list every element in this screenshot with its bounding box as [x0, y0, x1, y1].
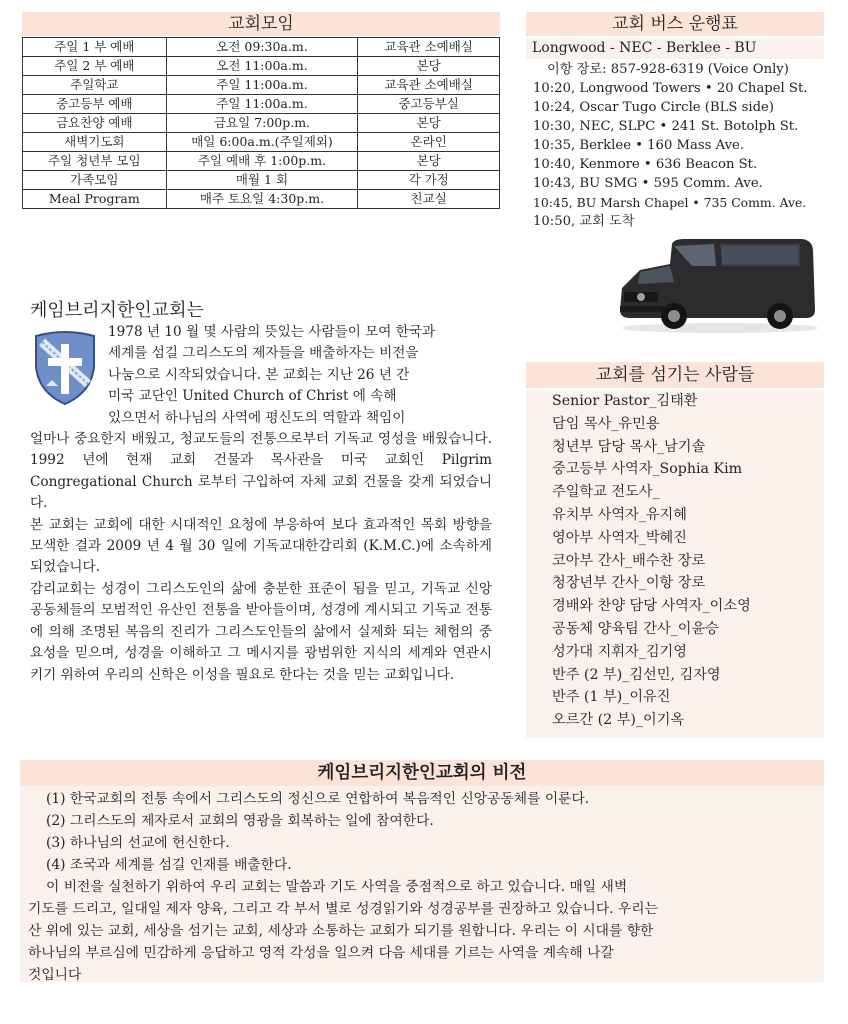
table-row — [23, 38, 500, 57]
intro-line: 나눔으로 시작되었습니다. 본 교회는 지난 26 년 간 — [108, 366, 410, 383]
meeting-name: 주일학교 — [23, 76, 167, 95]
list-item: Senior Pastor_김태환 — [552, 393, 698, 409]
intro-heading: 케임브리지한인교회는 — [30, 300, 204, 321]
intro-paragraph: 얼마나 중요한지 배웠고, 청교도들의 전통으로부터 기독교 영성을 배웠습니다. 1992 년에 현재 교회 건물과 목사관을 미국 교회인 Pilgrim Congregational Church 로부터 구입하여 자체 교회 건물을 갖게 되었습니다. — [30, 431, 492, 512]
list-item: 반주 (2 부)_김선민, 김자영 — [552, 666, 721, 683]
meeting-name: 금요찬양 예배 — [23, 114, 167, 133]
intro-line: 미국 교단인 United Church of Christ 에 속해 — [108, 388, 397, 405]
meeting-place: 교육관 소예배실 — [358, 38, 500, 57]
meeting-time: 오전 09:30a.m. — [166, 38, 358, 57]
meeting-name: Meal Program — [23, 190, 167, 209]
vision-header — [20, 760, 824, 786]
meeting-name: 주일 청년부 모임 — [23, 152, 167, 171]
vision-closing-line: 하나님의 부르심에 민감하게 응답하고 영적 각성을 일으켜 다음 세대를 기르는 사역을 계속해 나갈 — [28, 945, 614, 961]
vision-point: (1) 한국교회의 전통 속에서 그리스도의 정신으로 연합하여 복음적인 신앙공동체를 이룬다. — [46, 791, 590, 807]
list-item: 경배와 찬양 담당 사역자_이소영 — [552, 598, 751, 615]
vision-point: (4) 조국과 세계를 섬길 인재를 배출한다. — [46, 857, 292, 873]
meeting-time: 매일 6:00a.m.(주일제외) — [166, 133, 358, 152]
table-row — [23, 190, 500, 209]
meeting-place: 본당 — [358, 114, 500, 133]
intro-line: 세계를 섬길 그리스도의 제자들을 배출하자는 비전을 — [108, 345, 419, 362]
bus-header — [526, 12, 824, 36]
vision-closing-line: 이 비전을 실천하기 위하여 우리 교회는 말씀과 기도 사역을 중점적으로 하고 있습니다. 매일 새벽 — [46, 879, 628, 895]
vision-closing-line: 기도를 드리고, 일대일 제자 양육, 그리고 각 부서 별로 성경읽기와 성경공부를 권장하고 있습니다. 우리는 — [28, 901, 658, 917]
bus-stop: 10:35, Berklee • 160 Mass Ave. — [533, 138, 745, 153]
table-row — [23, 133, 500, 152]
vision-closing-line: 산 위에 있는 교회, 세상을 섬기는 교회, 세상과 소통하는 교회가 되기를 원합니다. 우리는 이 시대를 향한 — [28, 923, 654, 939]
meeting-time: 주일 11:00a.m. — [166, 95, 358, 114]
meeting-place: 각 가정 — [358, 171, 500, 190]
list-item: 영아부 사역자_박혜진 — [552, 529, 687, 546]
table-row — [23, 171, 500, 190]
meeting-name: 중고등부 예배 — [23, 95, 167, 114]
list-item: 코아부 간사_배수찬 장로 — [552, 552, 706, 569]
meeting-name: 가족모임 — [23, 171, 167, 190]
vision-title: 케임브리지한인교회의 비전 — [317, 763, 527, 783]
bus-stop: 10:24, Oscar Tugo Circle (BLS side) — [533, 100, 774, 115]
meeting-time: 금요일 7:00p.m. — [166, 114, 358, 133]
meeting-time: 매주 토요일 4:30p.m. — [166, 190, 358, 209]
bus-route — [526, 38, 824, 59]
bus-stop: 10:40, Kenmore • 636 Beacon St. — [533, 157, 758, 172]
staff-list — [526, 390, 824, 738]
list-item: 중고등부 사역자_Sophia Kim — [552, 461, 743, 478]
bus-stop: 10:20, Longwood Towers • 20 Chapel St. — [533, 81, 808, 96]
intro-paragraph: 감리교회는 성경이 그리스도인의 삶에 충분한 표준이 됨을 믿고, 기독교 신앙 공동체들의 모범적인 유산인 전통을 받아들이며, 성경에 계시되고 기독교 전통에 의해 조명된 복음의 진리가 그리스도인들의 삶에서 실제화 되는 체험의 중요성을 믿으며, 성경을 이해하고 그 메시지를 광범위한 지식의 세계와 연관시키기 위하여 우리의 신학은 이성을 필요로 한다는 것을 믿는 교회입니다. — [30, 580, 492, 683]
vision-point: (3) 하나님의 선교에 헌신한다. — [46, 835, 230, 851]
list-item: 성가대 지휘자_김기영 — [552, 643, 687, 660]
vision-point: (2) 그리스도의 제자로서 교회의 영광을 회복하는 일에 참여한다. — [46, 813, 434, 829]
bus-contact: 이항 장로: 857-928-6319 (Voice Only) — [547, 62, 789, 77]
table-row — [23, 152, 500, 171]
intro-paragraph: 본 교회는 교회에 대한 시대적인 요청에 부응하여 보다 효과적인 목회 방향을 모색한 결과 2009 년 4 월 30 일에 기독교대한감리회 (K.M.C.)에 소속하게 되었습니다. — [30, 516, 492, 576]
list-item: 담임 목사_유민용 — [552, 415, 660, 432]
table-row — [23, 76, 500, 95]
list-item: 주일학교 전도사_ — [552, 484, 660, 501]
table-row — [23, 95, 500, 114]
staff-title: 교회를 섬기는 사람들 — [595, 365, 755, 385]
list-item: 청년부 담당 목사_남기솔 — [552, 438, 706, 455]
meeting-place: 본당 — [358, 57, 500, 76]
meeting-place: 친교실 — [358, 190, 500, 209]
list-item: 유치부 사역자_유지혜 — [552, 506, 687, 523]
meeting-place: 본당 — [358, 152, 500, 171]
list-item: 반주 (1 부)_이유진 — [552, 689, 671, 706]
bus-title: 교회 버스 운행표 — [612, 14, 738, 34]
bus-stop: 10:43, BU SMG • 595 Comm. Ave. — [533, 176, 763, 191]
list-item: 오르간 (2 부)_이기옥 — [552, 712, 685, 729]
staff-header — [526, 362, 824, 388]
meeting-time: 오전 11:00a.m. — [166, 57, 358, 76]
meeting-time: 주일 11:00a.m. — [166, 76, 358, 95]
meeting-name: 새벽기도회 — [23, 133, 167, 152]
vision-closing-line: 것입니다 — [28, 967, 82, 983]
meetings-header — [22, 12, 500, 36]
meeting-place: 온라인 — [358, 133, 500, 152]
bus-stop: 10:45, BU Marsh Chapel • 735 Comm. Ave. — [533, 195, 807, 210]
meetings-title: 교회모임 — [228, 14, 294, 34]
church-van-image — [610, 236, 820, 336]
bus-stop: 10:50, 교회 도착 — [533, 214, 635, 229]
meeting-time: 매월 1 회 — [166, 171, 358, 190]
meeting-name: 주일 1 부 예배 — [23, 38, 167, 57]
bus-schedule — [533, 60, 833, 231]
meeting-place: 중고등부실 — [358, 95, 500, 114]
meeting-place: 교육관 소예배실 — [358, 76, 500, 95]
table-row — [23, 114, 500, 133]
meeting-time: 주일 예배 후 1:00p.m. — [166, 152, 358, 171]
intro-body — [30, 322, 492, 686]
vision-body — [28, 788, 820, 986]
list-item: 공동체 양육팀 간사_이윤승 — [552, 620, 719, 637]
table-row — [23, 57, 500, 76]
meeting-name: 주일 2 부 예배 — [23, 57, 167, 76]
bus-route-text: Longwood - NEC - Berklee - BU — [532, 40, 757, 56]
intro-wrap-lines — [30, 322, 492, 429]
intro-line: 1978 년 10 월 몇 사람의 뜻있는 사람들이 모여 한국과 — [108, 324, 436, 340]
bus-stop: 10:30, NEC, SLPC • 241 St. Botolph St. — [533, 119, 799, 134]
list-item: 청장년부 간사_이항 장로 — [552, 575, 706, 592]
intro-line: 있으면서 하나님의 사역에 평신도의 역할과 책임이 — [108, 409, 406, 426]
meetings-table — [22, 37, 500, 209]
